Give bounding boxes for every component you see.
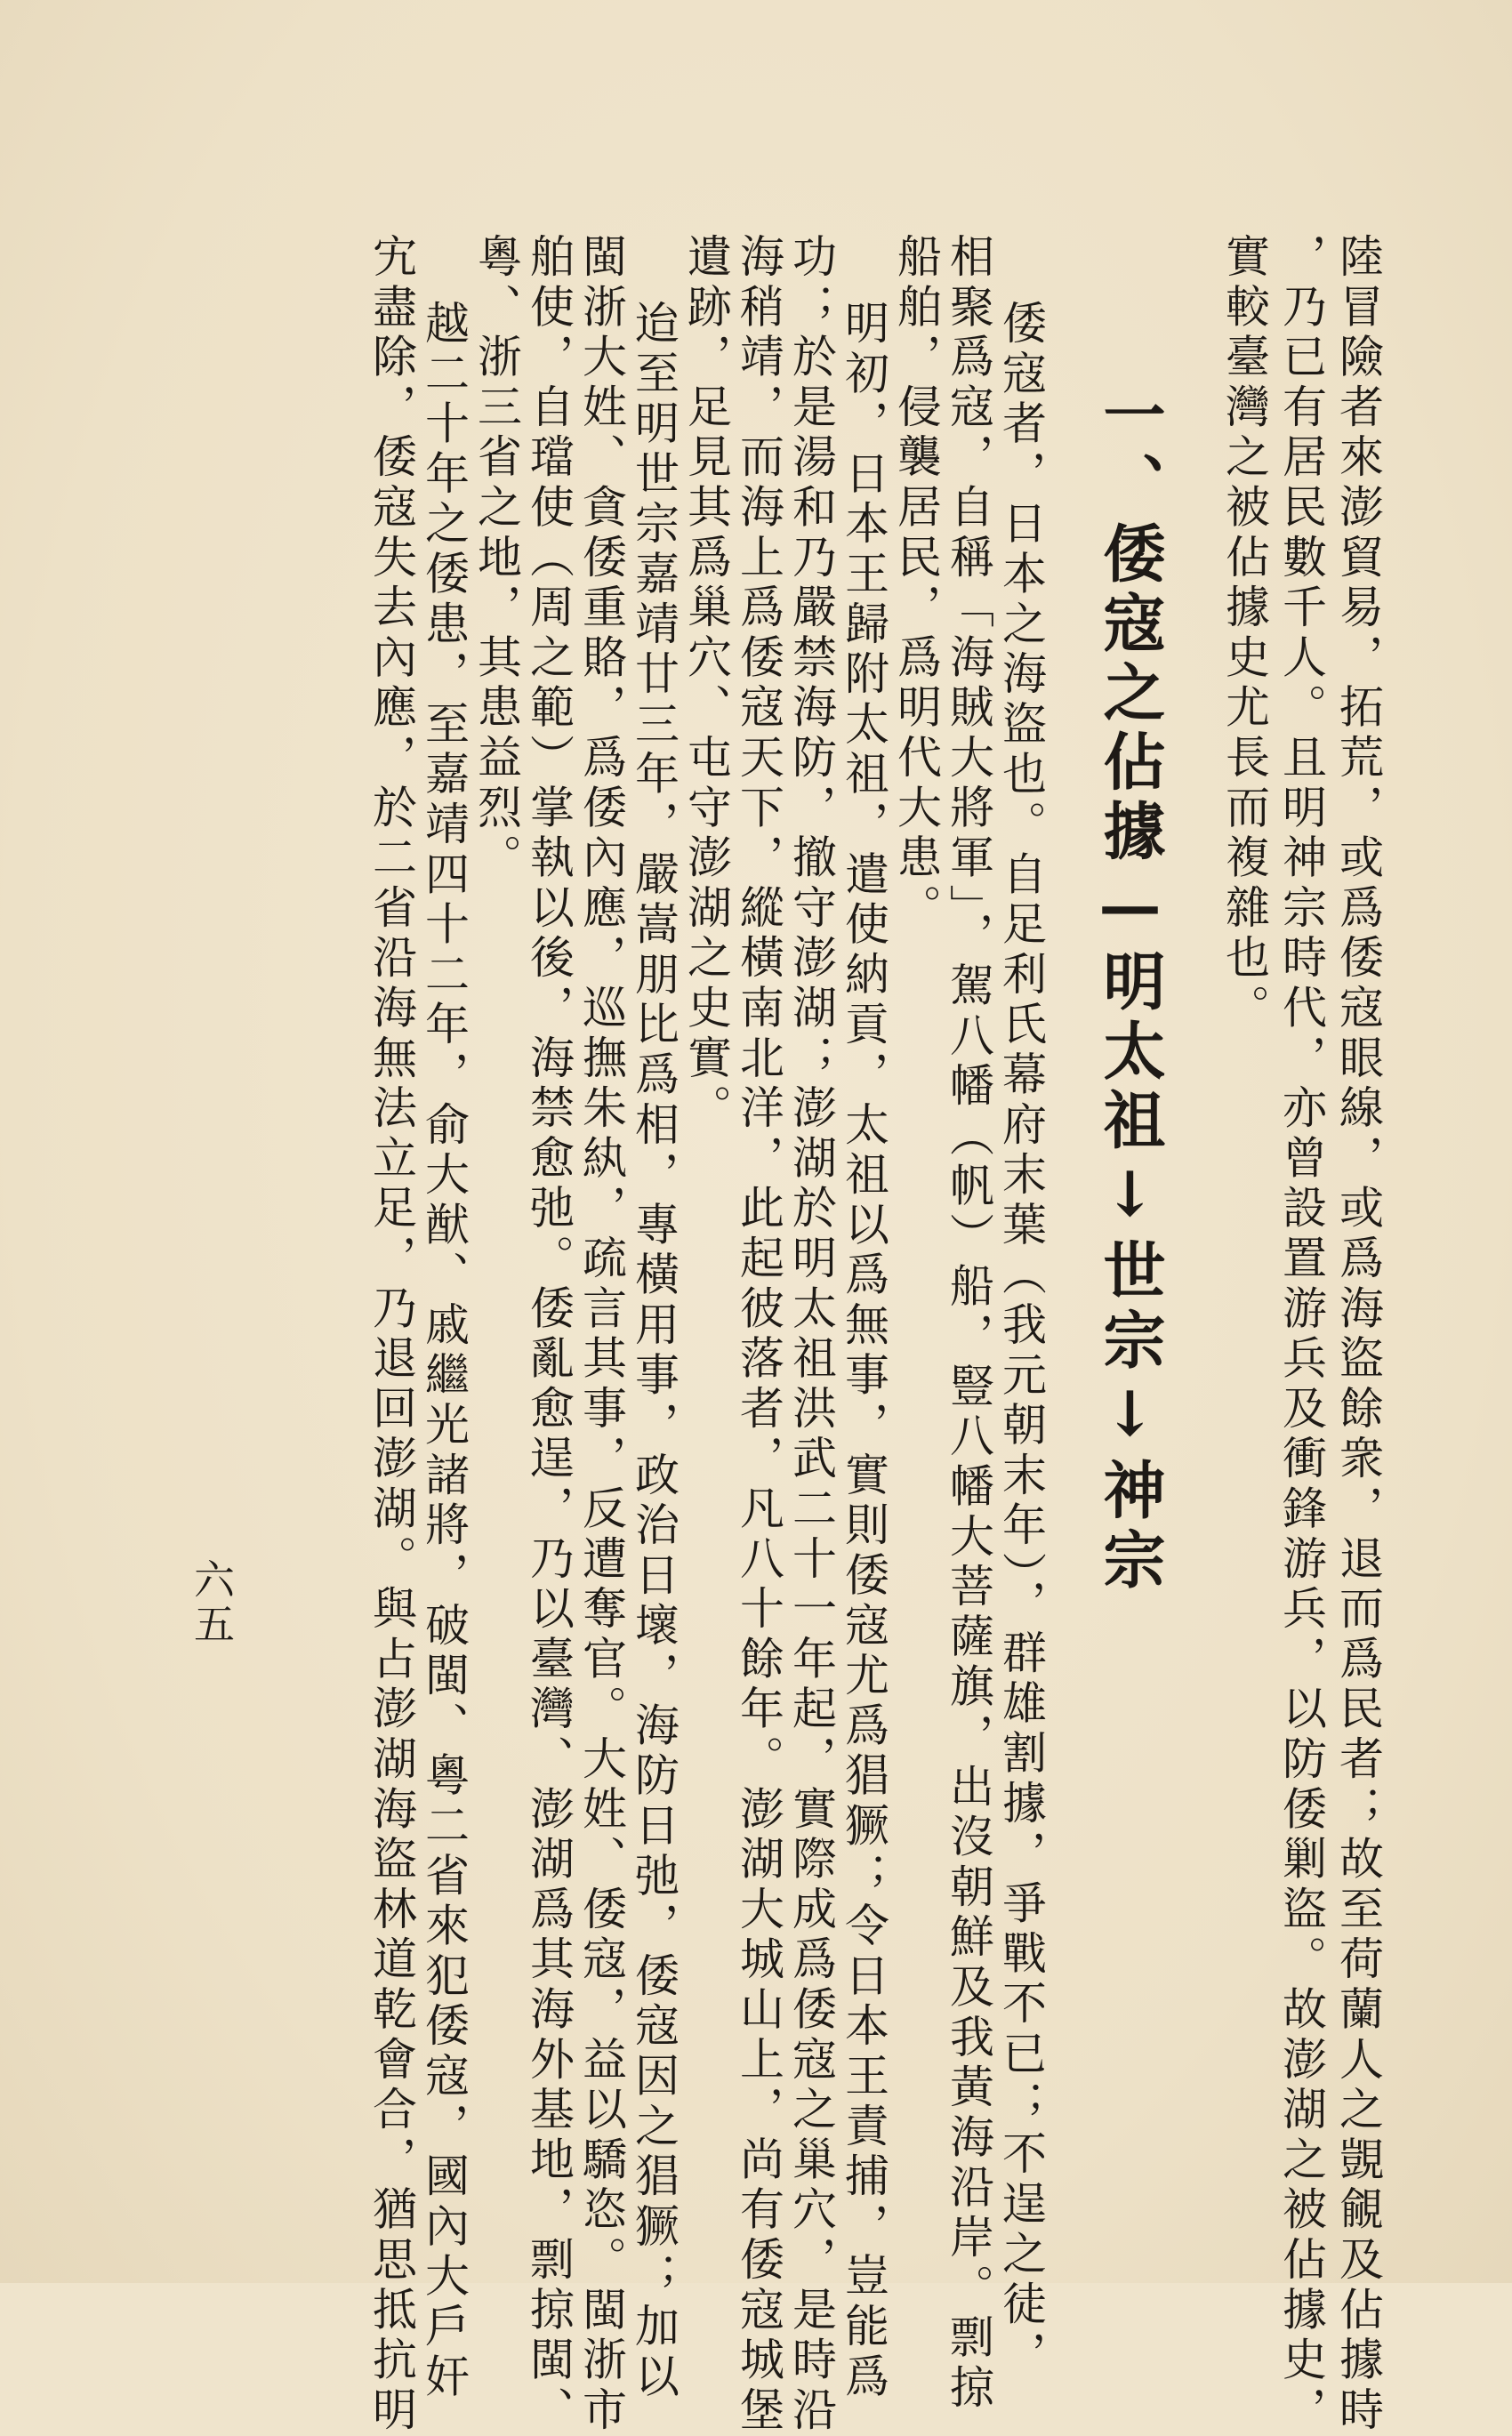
body-line-8: 迨至明世宗嘉靖廿三年，嚴嵩朋比爲相，專橫用事，政治日壞，海防日弛，倭寇因之猖獗；加以 xyxy=(628,300,680,2403)
body-line-11: 粵、浙三省之地，其患益烈。 xyxy=(470,233,522,884)
body-line-13: 宄盡除，倭寇失去內應，於二省沿海無法立足，乃退回澎湖。與占澎湖海盜林道乾會合，猶思抵抗明 xyxy=(366,233,417,2436)
body-line-12: 越二十年之倭患，至嘉靖四十二年，俞大猷、戚繼光諸將，破閩、粵二省來犯倭寇，國內大戶奸 xyxy=(418,300,470,2403)
section-heading: 一、倭寇之佔據—明太祖↓世宗↓神宗 xyxy=(1093,382,1167,1596)
body-line-1: 倭寇者，日本之海盜也。自足利氏幕府末葉（我元朝末年），群雄割據，爭戰不已；不逞之徒， xyxy=(995,300,1047,2381)
body-line-6: 海稍靖，而海上爲倭寇天下，縱橫南北洋，此起彼落者，凡八十餘年。澎湖大城山上，尚有倭寇城堡 xyxy=(733,233,784,2436)
body-line-7: 遺跡，足見其爲巢穴、屯守澎湖之史實。 xyxy=(680,233,732,1135)
intro-line-1: 陸冒險者來澎貿易，拓荒，或爲倭寇眼線，或爲海盜餘衆，退而爲民者；故至荷蘭人之覬覦及佔據時 xyxy=(1332,233,1384,2436)
body-line-2: 相聚爲寇，自稱「海賊大將軍」，駕八幡（帆）船，豎八幡大菩薩旗，出沒朝鮮及我黃海沿岸。剽掠 xyxy=(943,233,994,2415)
body-line-4: 明初，日本王歸附太祖，遣使納貢，太祖以爲無事，實則倭寇尤爲猖獗；令日本王責捕，豈能爲 xyxy=(838,300,889,2403)
page-number: 六五 xyxy=(188,1558,236,1647)
intro-line-3: 實較臺灣之被佔據史尤長而複雜也。 xyxy=(1218,233,1270,1034)
body-line-9: 閩浙大姓、貪倭重賂，爲倭內應，巡撫朱紈，疏言其事，反遭奪官。大姓、倭寇，益以驕恣。閩浙市 xyxy=(575,233,627,2436)
intro-line-2: ，乃已有居民數千人。且明神宗時代，亦曾設置游兵及衝鋒游兵，以防倭剿盜。故澎湖之被佔據史， xyxy=(1275,233,1327,2436)
body-line-5: 功；於是湯和乃嚴禁海防，撤守澎湖；澎湖於明太祖洪武二十一年起，實際成爲倭寇之巢穴，是時沿 xyxy=(785,233,837,2436)
body-line-3: 船舶，侵襲居民，爲明代大患。 xyxy=(890,233,942,935)
body-line-10: 舶使，自璫使（周之範）掌執以後，海禁愈弛。倭亂愈逞，乃以臺灣、澎湖爲其海外基地，剽掠閩、 xyxy=(523,233,575,2436)
